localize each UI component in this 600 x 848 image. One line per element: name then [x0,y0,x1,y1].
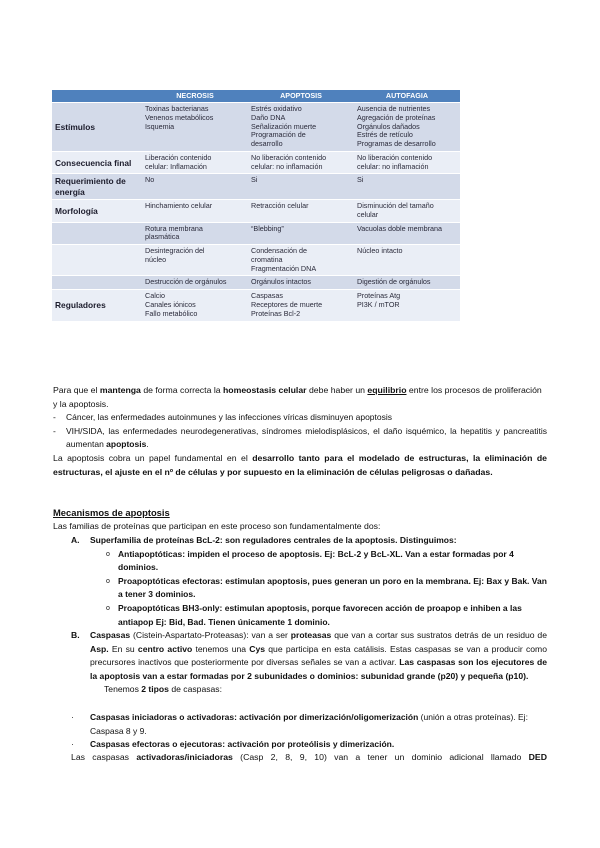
cell-necrosis [142,276,248,290]
cell-text: Condensación de [251,246,307,256]
cell-necrosis [142,174,248,200]
text-bold: Caspasas efectoras o ejecutoras: activación por proteólisis y dimerización. [90,739,395,750]
cell-text: Digestión de orgánulos [357,277,431,287]
section-b-caspasas [71,629,547,697]
text-bold: Las caspasas son los ejecutores de la apoptosis van a estar formadas por 2 subunidades o dominios: subunidad grande (p20) y pequeña (p10). [90,657,547,681]
cell-apoptosis [248,276,354,290]
dash-list [53,411,547,452]
table-row [52,245,460,276]
row-label [52,103,142,152]
cell-text: Orgánulos dañados [357,121,420,131]
cell-text: Programación de [251,130,306,140]
header-necrosis: NECROSIS [142,90,248,103]
cell-necrosis [142,151,248,174]
cell-text: Fallo metabólico [145,308,198,318]
paragraph-desarrollo [53,452,547,479]
text: Para que el [53,385,100,395]
text-bold: Caspasas [90,630,131,640]
cell-autofagia [354,151,460,174]
cell-text: celular: Inflamación [145,161,207,171]
row-label-text: Consecuencia final [55,157,132,168]
text-bold: homeostasis celular [223,385,307,395]
list-item-text: Antiapoptóticas: impiden el proceso de apoptosis. Ej: BcL-2 y BcL-XL. Van a estar formadas por 4 dominios. [118,548,514,573]
cell-text: Fragmentación DNA [251,263,317,273]
cell-autofagia [354,199,460,222]
cell-autofagia [354,174,460,200]
text-bold: 2 tipos [141,684,169,695]
paragraph-activadoras [71,752,547,762]
cell-text: Daño DNA [251,112,286,122]
dash-bullet: - [53,412,56,422]
cell-autofagia [354,103,460,152]
cell-necrosis [142,103,248,152]
row-label-text: Reguladores [55,300,106,311]
circle-bullet: o [106,604,110,612]
cell-text: “Blebbing” [251,223,284,233]
section-a-title [71,534,547,548]
section-b-body [71,629,547,697]
text-bold: tanto para el modelado de estructuras, la eliminación de estructuras, el ajuste en el nº de células y por supuesto en la eliminación de células peligrosas o dañadas. [53,453,547,477]
row-label [52,276,142,290]
text-bold: activadoras/iniciadoras [136,752,233,762]
cell-text: Orgánulos intactos [251,277,311,287]
cell-text: Calcio [145,291,165,301]
cell-autofagia [354,222,460,245]
list-item [53,411,547,425]
cell-text: Vacuolas doble membrana [357,223,442,233]
cell-text: Receptores de muerte [251,300,323,309]
cell-necrosis [142,245,248,276]
table-header-row [52,90,460,103]
table-row [52,222,460,245]
cell-necrosis [142,222,248,245]
row-label [52,245,142,276]
text: (Cistein-Aspartato-Proteasas) [130,630,247,640]
list-item [53,738,547,752]
cell-text: Disminución del tamaño [357,200,434,210]
text: : van a ser [246,630,291,640]
table-row [52,174,460,200]
row-label [52,151,142,174]
cell-text: Destrucción de orgánulos [145,277,227,287]
cell-text: No liberación contenido [251,152,327,162]
text-bold: Superfamilia de proteínas BcL-2: son reguladores centrales de la apoptosis. Distinguimos: [90,535,457,545]
cell-text: Si [251,175,258,185]
table-row [52,151,460,174]
text: Las caspasas [71,752,137,762]
paragraph-homeostasis [53,384,547,411]
cell-text: Retracción celular [251,200,309,210]
row-label [52,290,142,321]
cell-text: Ausencia de nutrientes [357,104,431,113]
text: tenemos una [192,643,250,654]
text: (Casp 2, 8, 9, 10) van a tener un dominio adicional llamado [232,752,529,762]
caspase-types-list [53,711,547,752]
text-bold: centro activo [137,643,193,654]
row-label [52,222,142,245]
list-item-text: Proapoptóticas BH3-only: estimulan apoptosis, porque favorecen acción de proapop e inhiben a las antiapop Ej: Bid, Bad. Tienen únicamente 1 dominio. [118,602,522,627]
cell-text: plasmática [145,232,180,242]
text: de caspasas: [168,684,222,695]
cell-text: Estrés oxidativo [251,104,302,113]
cell-necrosis [142,199,248,222]
text-bold: Asp. [90,643,109,654]
cell-text: Núcleo intacto [357,246,403,256]
text-bold: Cys [249,643,266,654]
cell-text: Rotura membrana [145,223,203,233]
header-apoptosis: APOPTOSIS [248,90,354,103]
list-letter: A. [71,535,80,545]
cell-text: Si [357,175,364,185]
cell-apoptosis [248,290,354,321]
text: (unión a otras proteínas). Ej: Caspasa 8 y 9. [90,712,528,736]
row-label-text: Morfología [55,205,98,216]
cell-text: Señalización muerte [251,121,317,131]
text: que participa en esta catálisis. Estas caspasas se van a producir como precursores inactivos que posteriormente por diversas señales se van a activar. [90,643,547,668]
list-item-text: VIH/SIDA, las enfermedades neurodegenerativas, síndromes mielodisplásicos, el daño isquémico, la hepatitis y pancreatitis aumentan [66,425,547,450]
cell-text: PI3K / mTOR [357,300,400,309]
cell-autofagia [354,290,460,321]
text-bold: mantenga [99,385,141,395]
dash-bullet: - [53,425,56,436]
text: Tenemos [104,684,142,695]
cell-text: celular [357,209,379,219]
list-letter: B. [71,630,80,640]
dot-bullet: · [71,712,74,722]
list-item-text: Cáncer, las enfermedades autoinmunes y las infecciones víricas disminuyen apoptosis [66,412,393,422]
text-bold: proteasas [290,630,332,640]
list-item [53,425,547,452]
row-label-text: energía [55,186,85,197]
cell-apoptosis [248,199,354,222]
text: . [146,439,149,450]
table-row [52,276,460,290]
table-row [52,103,460,152]
comparison-table [52,90,460,322]
cell-text: núcleo [145,254,167,264]
cell-autofagia [354,245,460,276]
text: de forma correcta la [140,385,223,395]
cell-text: Proteínas Atg [357,291,401,301]
table-row [52,290,460,321]
text: debe haber un [306,385,368,395]
circle-bullet: o [106,577,110,585]
row-label-text: Estímulos [55,121,96,132]
text: La apoptosis cobra un papel fundamental en el [53,453,253,463]
cell-text: Liberación contenido [145,152,212,162]
cell-apoptosis [248,222,354,245]
cell-text: cromatina [251,254,283,264]
list-item [53,711,547,738]
section-heading: Mecanismos de apoptosis [53,507,170,518]
cell-text: celular: no inflamación [251,161,323,171]
text: En su [108,643,138,654]
table-row [52,199,460,222]
dot-bullet: · [71,739,74,750]
row-label [52,174,142,200]
text-bold: apoptosis [106,439,147,450]
text-bold: Caspasas iniciadoras o activadoras: activación por dimerización/oligomerización [90,712,419,722]
text-bold-underline: equilibrio [367,385,407,395]
cell-apoptosis [248,245,354,276]
text-bold: desarrollo [252,453,295,463]
cell-apoptosis [248,174,354,200]
cell-text: Isquemia [145,121,175,131]
cell-apoptosis [248,151,354,174]
cell-text: No liberación contenido [357,152,433,162]
cell-text: Proteínas Bcl-2 [251,308,301,318]
header-autofagia: AUTOFAGIA [354,90,460,103]
cell-text: Desintegración del [145,246,205,256]
text: que van a cortar sus sustratos detrás de un residuo de [331,630,547,640]
cell-text: Estrés de retículo [357,130,413,140]
section-intro: Las familias de proteínas que participan en este proceso son fundamentalmente dos: [53,521,381,531]
cell-text: Caspasas [251,291,283,301]
cell-necrosis [142,290,248,321]
cell-text: Programas de desarrollo [357,139,436,149]
cell-text: Hinchamiento celular [145,200,213,210]
row-label [52,199,142,222]
list-item [71,575,547,602]
cell-text: Canales iónicos [145,300,196,309]
section-a-bcl2 [71,534,547,629]
circle-bullet: o [106,550,110,558]
cell-text: No [145,175,155,185]
text-bold: DED [528,752,547,762]
cell-autofagia [354,276,460,290]
cell-text: celular: no inflamación [357,161,429,171]
cell-text: Agregación de proteínas [357,112,436,122]
list-item [71,548,547,575]
header-blank [52,90,142,103]
cell-text: desarrollo [251,139,283,149]
types-line [90,683,547,697]
list-item [71,602,547,629]
cell-text: Toxinas bacterianas [145,104,209,113]
row-label-text: Requerimiento de [55,176,126,187]
cell-apoptosis [248,103,354,152]
text: entre los procesos de proliferación y la apoptosis. [53,385,542,409]
cell-text: Venenos metabólicos [145,112,214,122]
list-item-text: Proapoptóticas efectoras: estimulan apoptosis, pues generan un poro en la membrana. Ej: Bax y Bak. Van a tener 3 dominios. [118,575,547,600]
